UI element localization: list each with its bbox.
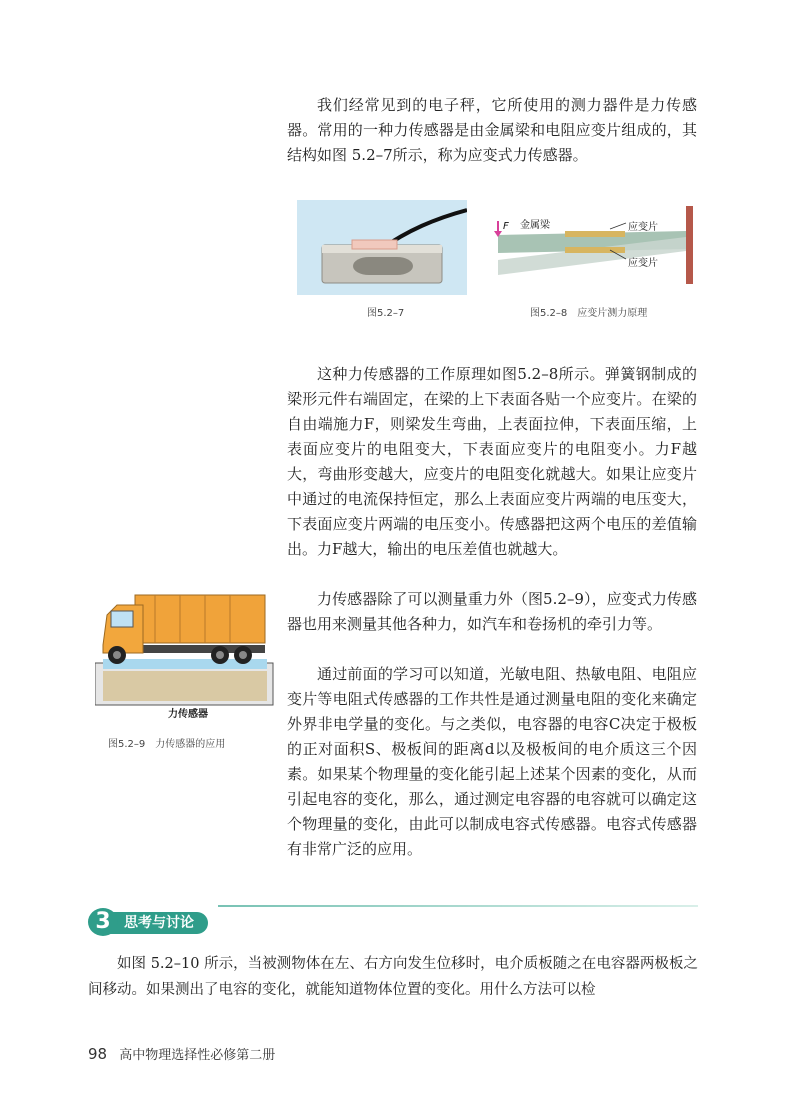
force-label: F — [503, 221, 509, 232]
paragraph-capacitive: 通过前面的学习可以知道，光敏电阻、热敏电阻、电阻应变片等电阻式传感器的工作共性是通过测量电阻的变化来确定外界非电学量的变化。与之类似，电容器的电容C决定于极板的正对面积S、极板间的距离d以及极板间的电介质这三个因素。如果某个物理量的变化能引起上述某个因素的变化，从而引起电容的变化，那么，通过测定电容器的电容就可以确定这个物理量的变化，由此可以制成电容式传感器。电容式传感器有非常广泛的应用。 — [287, 665, 697, 858]
paragraph-principle: 这种力传感器的工作原理如图5.2–8所示。弹簧钢制成的梁形元件右端固定，在梁的上下表面各贴一个应变片。在梁的自由端施力F，则梁发生弯曲，上表面拉伸，下表面压缩，上表面应变片的电阻变大，下表面应变片的电阻变小。力F越大，弯曲形变越大，应变片的电阻变化就越大。如果让应变片中通过的电流保持恒定，那么上表面应变片两端的电压变大，下表面应变片两端的电压变小。传感器把这两个电压的差值输出。力F越大，输出的电压差值也就越大。 — [287, 365, 697, 558]
figure-strain-gauge-diagram — [490, 203, 705, 288]
page-number: 98 — [88, 1045, 108, 1063]
beam-label: 金属梁 — [520, 220, 550, 231]
gauge-bottom-label: 应变片 — [628, 258, 658, 269]
figure-truck-scale — [95, 575, 275, 720]
gauge-top-label: 应变片 — [628, 222, 658, 233]
book-title: 高中物理选择性必修第二册 — [119, 1048, 276, 1063]
paragraph-intro: 我们经常见到的电子秤，它所使用的测力器件是力传感器。常用的一种力传感器是由金属梁和电阻应变片组成的，其结构如图 5.2–7所示，称为应变式力传感器。 — [287, 96, 697, 164]
figure-5-2-8-caption: 图5.2–8 应变片测力原理 — [530, 308, 648, 319]
figure-5-2-9-caption: 图5.2–9 力传感器的应用 — [108, 739, 226, 750]
figure-5-2-7-caption: 图5.2–7 — [367, 308, 405, 319]
section-number-badge: 3 — [88, 908, 118, 936]
page-footer — [88, 1044, 275, 1063]
section-title: 思考与讨论 — [106, 912, 208, 934]
truck-scale-image — [95, 575, 275, 710]
load-cell-image — [297, 200, 467, 295]
paragraph-application: 力传感器除了可以测量重力外（图5.2–9），应变式力传感器也用来测量其他各种力，如汽车和卷扬机的牵引力等。 — [287, 590, 697, 633]
discussion-text: 如图 5.2–10 所示，当被测物体在左、右方向发生位移时，电介质板随之在电容器两极板之间移动。如果测出了电容的变化，就能知道物体位置的变化。用什么方法可以检 — [88, 956, 698, 998]
force-sensor-label: 力传感器 — [168, 709, 208, 720]
figure-load-cell-photo — [297, 200, 467, 295]
think-discuss-header — [88, 906, 698, 936]
